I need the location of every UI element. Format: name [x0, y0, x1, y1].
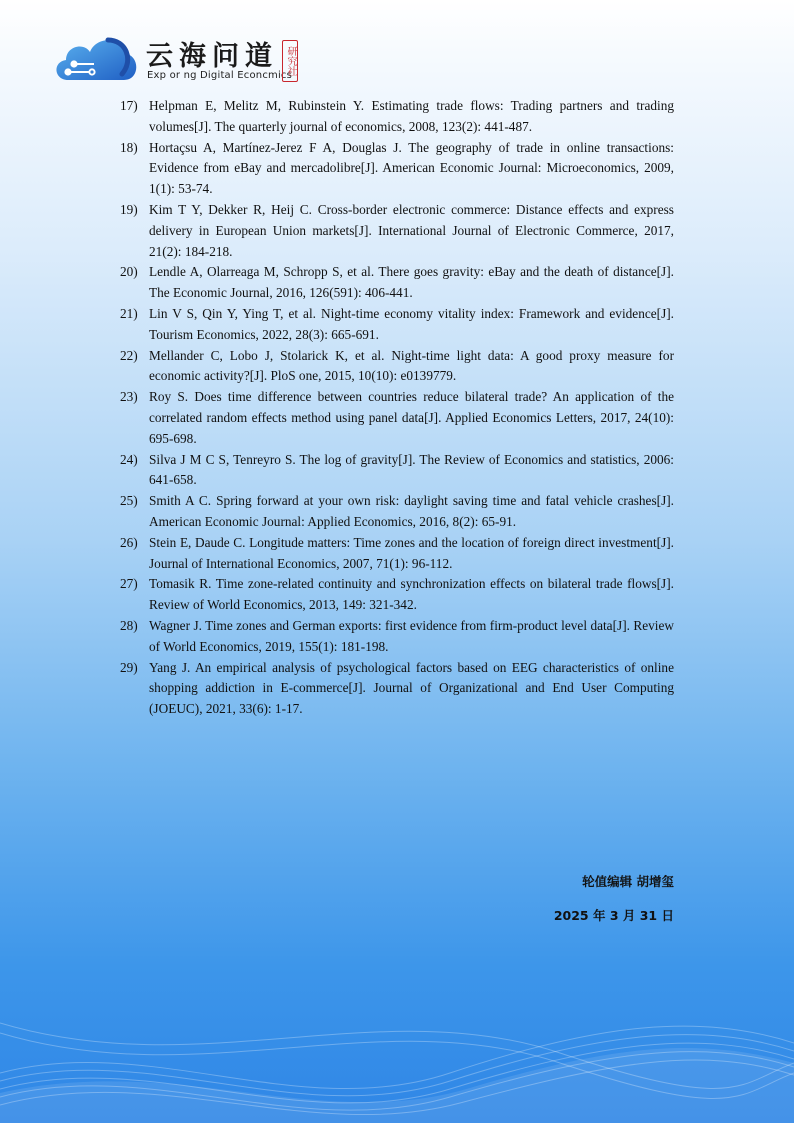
reference-item	[120, 450, 674, 492]
reference-item	[120, 96, 674, 138]
publish-date: 2025 年 3 月 31 日	[553, 908, 674, 923]
reference-text: Stein E, Daude C. Longitude matters: Time zones and the location of foreign direct investment[J]. Journal of International Economics, 2007, 71(1): 96-112.	[149, 534, 674, 571]
reference-item	[120, 616, 674, 658]
reference-number: 27)	[120, 576, 138, 592]
reference-number: 19)	[120, 201, 138, 217]
reference-item	[120, 491, 674, 533]
reference-item	[120, 658, 674, 720]
reference-text: Helpman E, Melitz M, Rubinstein Y. Estimating trade flows: Trading partners and trading volumes[J]. The quarterly journal of economics, 2008, 123(2): 441-487.	[149, 98, 674, 134]
reference-text: Lin V S, Qin Y, Ying T, et al. Night-time economy vitality index: Framework and evidence[J]. Tourism Economics, 2022, 28(3): 665-691.	[149, 305, 674, 342]
reference-number: 20)	[120, 264, 138, 280]
seal-stamp: 研究社	[282, 40, 298, 82]
reference-number: 26)	[120, 534, 138, 550]
cloud-circuit-icon	[50, 30, 140, 88]
reference-number: 28)	[120, 617, 138, 633]
reference-item	[120, 387, 674, 449]
reference-text: Tomasik R. Time zone-related continuity and synchronization effects on bilateral trade flows[J]. Review of World Economics, 2013, 149: 321-342.	[149, 576, 674, 613]
reference-text: Hortaçsu A, Martínez-Jerez F A, Douglas J. The geography of trade in online transactions: Evidence from eBay and mercadolibre[J]. American Economic Journal: Microeconomics, 2009, 1(1): 53-74.	[149, 139, 674, 197]
reference-list	[120, 96, 674, 720]
reference-item	[120, 574, 674, 616]
reference-number: 25)	[120, 493, 138, 509]
reference-number: 24)	[120, 451, 138, 467]
editor-credit: 轮值编辑 胡增玺	[582, 874, 674, 889]
reference-item	[120, 533, 674, 575]
reference-number: 18)	[120, 139, 138, 155]
reference-number: 29)	[120, 659, 138, 675]
reference-number: 17)	[120, 98, 138, 113]
reference-text: Yang J. An empirical analysis of psychological factors based on EEG characteristics of online shopping addiction in E-commerce[J]. Journal of Organizational and End User Computing (JOEUC), 2021, 33(6): 1-17.	[149, 659, 674, 717]
reference-text: Wagner J. Time zones and German exports: first evidence from firm-product level data[J]. Review of World Economics, 2019, 155(1): 181-198.	[149, 617, 674, 654]
reference-text: Smith A C. Spring forward at your own risk: daylight saving time and fatal vehicle crashes[J]. American Economic Journal: Applied Economics, 2016, 8(2): 65-91.	[149, 493, 674, 529]
brand-logo	[50, 30, 300, 88]
reference-text: Silva J M C S, Tenreyro S. The log of gravity[J]. The Review of Economics and statistics, 2006: 641-658.	[149, 451, 674, 488]
reference-text: Roy S. Does time difference between countries reduce bilateral trade? An application of the correlated random effects method using panel data[J]. Applied Economics Letters, 2017, 24(10): 695-698.	[149, 389, 674, 446]
reference-number: 22)	[120, 347, 138, 363]
brand-name-en: Exp or ng Digital Econcmics	[147, 70, 293, 81]
reference-item	[120, 138, 674, 200]
reference-text: Mellander C, Lobo J, Stolarick K, et al. Night-time light data: A good proxy measure for economic activity?[J]. PloS one, 2015, 10(10): e0139779.	[149, 347, 674, 384]
reference-item	[120, 346, 674, 388]
brand-name-cn: 云海问道	[146, 41, 278, 72]
reference-number: 23)	[120, 389, 138, 405]
reference-text: Lendle A, Olarreaga M, Schropp S, et al. There goes gravity: eBay and the death of distance[J]. The Economic Journal, 2016, 126(591): 406-441.	[149, 264, 674, 301]
signature-block	[554, 872, 674, 940]
reference-number: 21)	[120, 305, 138, 321]
background-waves	[0, 823, 794, 1123]
reference-item	[120, 304, 674, 346]
reference-text: Kim T Y, Dekker R, Heij C. Cross-border electronic commerce: Distance effects and express delivery in European Union markets[J]. International Journal of Electronic Commerce, 2017, 21(2): 184-218.	[149, 201, 674, 259]
reference-item	[120, 262, 674, 304]
reference-item	[120, 200, 674, 262]
